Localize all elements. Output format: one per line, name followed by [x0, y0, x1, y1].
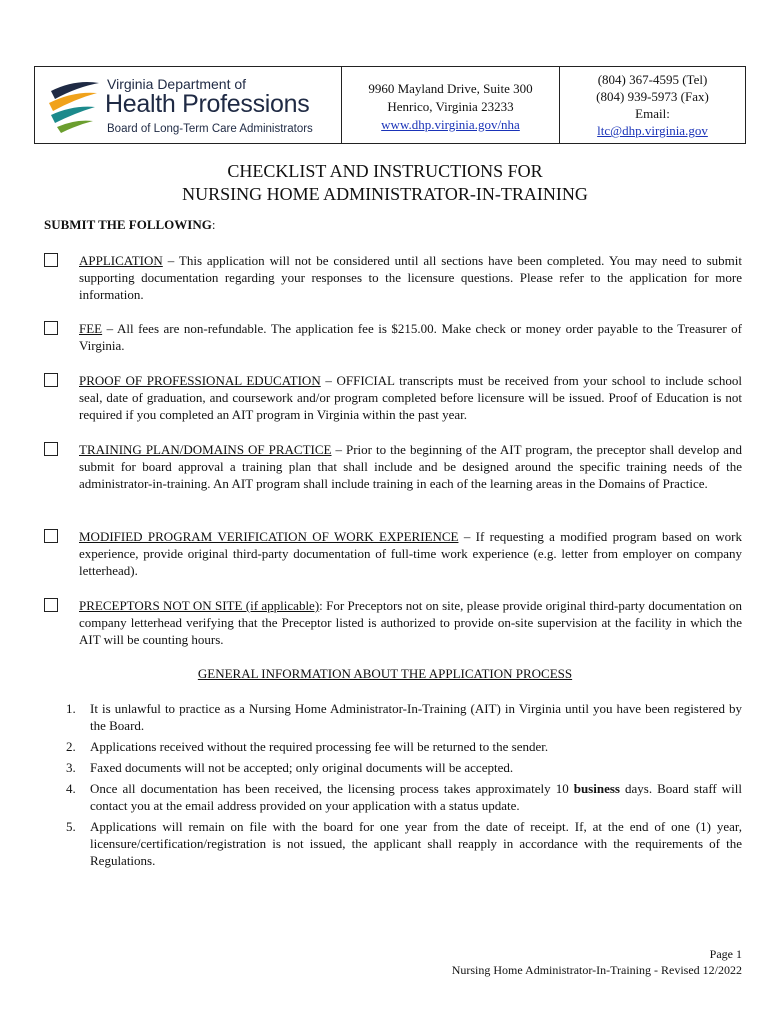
- submit-heading-colon: :: [211, 217, 216, 232]
- logo-block: [35, 67, 342, 143]
- checkbox[interactable]: [44, 373, 58, 387]
- item-description: – OFFICIAL transcripts must be received from your school to include school seal, date of graduation, and coursework and/or program completed before licensure will be issued. Proof of Education is not required if you completed an AIT program in Virginia within the past year.: [79, 373, 742, 422]
- list-item: [66, 700, 742, 734]
- page-number: Page 1: [709, 947, 742, 961]
- email-label: Email:: [635, 106, 670, 121]
- contact-block: [560, 67, 745, 143]
- item-description: – Prior to the beginning of the AIT program, the preceptor shall develop and submit for board approval a training plan that shall include and be designed around the specific training needs of the administrator-in-training. An AIT program shall include training in each of the learning areas in the Domains of Practice.: [79, 442, 743, 491]
- item-label: PRECEPTORS NOT ON SITE (if applicable): [79, 598, 320, 613]
- list-number: 3.: [66, 760, 76, 775]
- list-text-bold: business: [573, 781, 620, 796]
- page-title-line-1: CHECKLIST AND INSTRUCTIONS FOR: [227, 161, 543, 181]
- item-label: FEE: [79, 321, 103, 336]
- list-number: 4.: [66, 781, 76, 796]
- list-text: Applications will remain on file with the board for one year from the date of receipt. If, at the end of one (1) year, licensure/certification/registration is not issued, the applicant shall reapply in accordance with the requirements of the Regulations.: [90, 819, 742, 868]
- list-number: 2.: [66, 739, 76, 754]
- general-info-heading: GENERAL INFORMATION ABOUT THE APPLICATION PROCESS: [197, 666, 573, 681]
- list-text: Faxed documents will not be accepted; only original documents will be accepted.: [90, 760, 514, 775]
- general-info-list: [66, 700, 742, 873]
- item-label: MODIFIED PROGRAM VERIFICATION OF WORK EXPERIENCE: [79, 529, 459, 544]
- phone-number: (804) 367-4595 (Tel): [597, 72, 708, 87]
- checkbox[interactable]: [44, 529, 58, 543]
- item-description: – If requesting a modified program based on work experience, provide original third-party documentation of full-time work experience (e.g. letter from employer on company letterhead).: [79, 529, 742, 578]
- address-block: [342, 67, 560, 143]
- website-link[interactable]: www.dhp.virginia.gov/nha: [381, 117, 520, 132]
- list-number: 1.: [66, 701, 76, 716]
- list-item: [66, 759, 742, 776]
- checklist-item-preceptors: [44, 597, 742, 648]
- logo-agency-line: Virginia Department of: [107, 76, 247, 92]
- item-description: : For Preceptors not on site, please provide original third-party documentation on company letterhead verifying that the Preceptor listed is authorized to provide on-site supervision at the facility in which the AIT will be counting hours.: [79, 598, 742, 647]
- logo-board-name: Board of Long-Term Care Administrators: [107, 123, 313, 135]
- email-link[interactable]: ltc@dhp.virginia.gov: [597, 123, 708, 138]
- submit-heading: [44, 217, 215, 233]
- address-city: Henrico, Virginia 23233: [387, 99, 514, 114]
- fax-number: (804) 939-5973 (Fax): [596, 89, 709, 104]
- item-label: PROOF OF PROFESSIONAL EDUCATION: [79, 373, 321, 388]
- address-street: 9960 Mayland Drive, Suite 300: [368, 81, 533, 96]
- item-label: APPLICATION: [79, 253, 163, 268]
- logo-agency-name: Health Professions: [105, 90, 310, 118]
- list-text-post: days. Board staff will contact you at the email address provided on your application with a status update.: [90, 781, 743, 813]
- list-number: 5.: [66, 819, 76, 834]
- submit-heading-text: SUBMIT THE FOLLOWING: [44, 217, 212, 232]
- list-item: [66, 780, 742, 814]
- item-description: – This application will not be considered until all sections have been completed. You may need to submit supporting documentation regarding your responses to the licensure questions. Please refer to the application for more information.: [79, 253, 742, 302]
- checkbox[interactable]: [44, 442, 58, 456]
- checklist-item-training-plan: [44, 441, 742, 492]
- list-text: It is unlawful to practice as a Nursing Home Administrator-In-Training (AIT) in Virginia until you have been registered by the Board.: [90, 701, 742, 733]
- list-text-pre: Once all documentation has been received, the licensing process takes approximately 10: [90, 781, 574, 796]
- checkbox[interactable]: [44, 321, 58, 335]
- checklist-item-fee: [44, 320, 742, 354]
- list-item: [66, 738, 742, 755]
- revision-note: Nursing Home Administrator-In-Training - Revised 12/2022: [451, 963, 742, 977]
- item-description: – All fees are non-refundable. The application fee is $215.00. Make check or money order payable to the Treasurer of Virginia.: [79, 321, 742, 353]
- checkbox[interactable]: [44, 253, 58, 267]
- checklist-item-application: [44, 252, 742, 303]
- page-title-line-2: NURSING HOME ADMINISTRATOR-IN-TRAINING: [182, 184, 588, 204]
- checkbox[interactable]: [44, 598, 58, 612]
- item-label: TRAINING PLAN/DOMAINS OF PRACTICE: [79, 442, 332, 457]
- checklist-item-education: [44, 372, 742, 423]
- list-text: Applications received without the required processing fee will be returned to the sender.: [90, 739, 549, 754]
- dhp-logo-icon: [47, 77, 103, 135]
- checklist-item-modified-program: [44, 528, 742, 579]
- letterhead: [34, 66, 746, 144]
- list-item: [66, 818, 742, 869]
